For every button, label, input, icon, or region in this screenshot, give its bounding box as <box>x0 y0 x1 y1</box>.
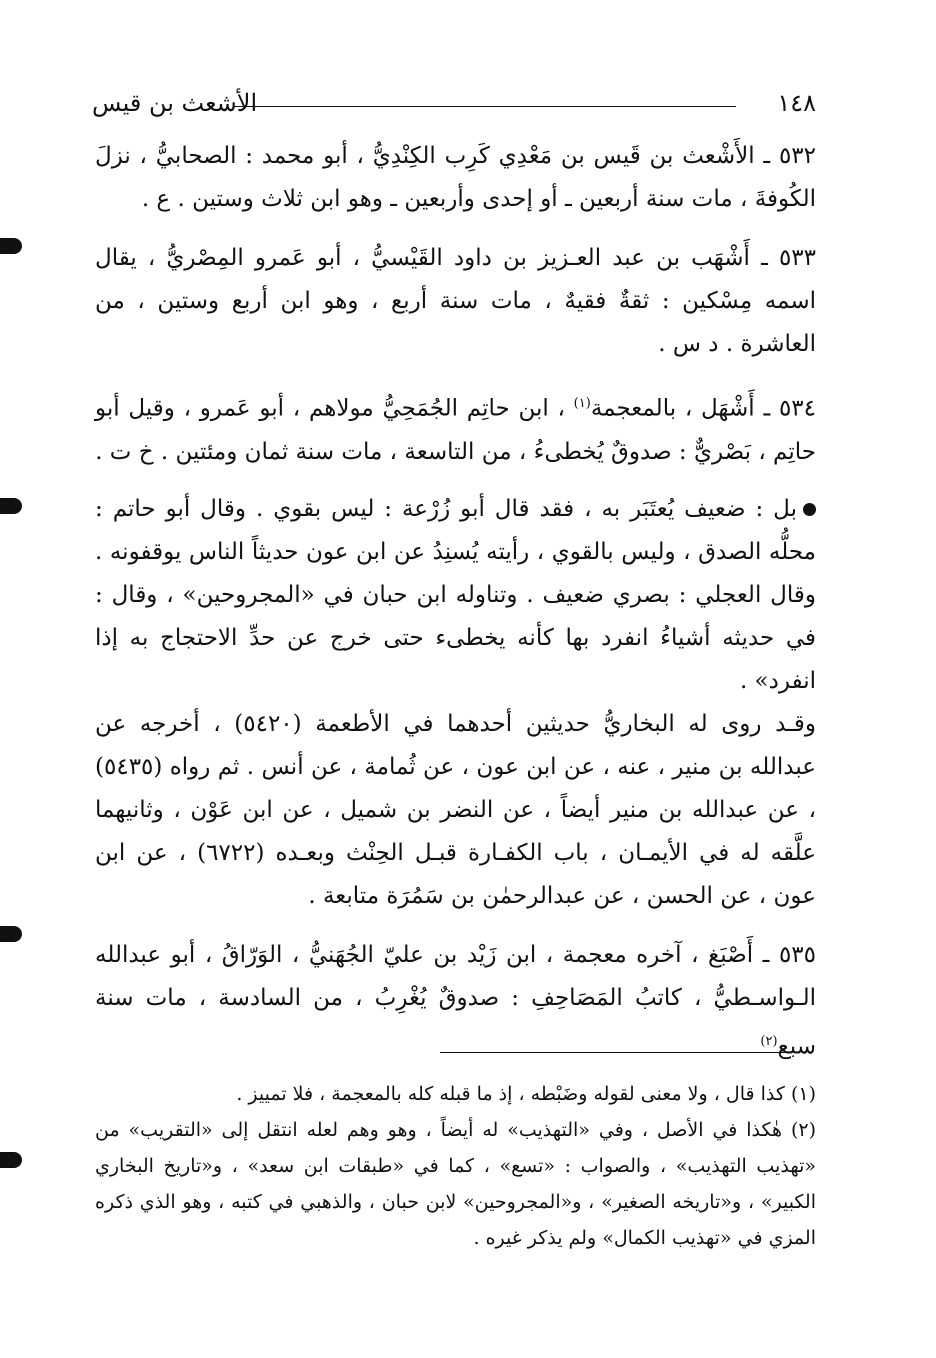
footnote-ref-2[interactable]: (٢) <box>760 1033 778 1049</box>
entry-532: ٥٣٢ ـ الأَشْعث بن قَيس بن مَعْدِي كَرِب الكِنْدِيُّ ، أبو محمد : الصحابيُّ ، نزلَ الكُوفةَ ، مات سنة أربعين ـ أو إحدى وأربعين ـ وهو ابن ثلاث وستين . ع . <box>95 143 816 212</box>
commentary-534-text: بل : ضعيف يُعتَبَر به ، فقد قال أبو زُرْعة : ليس بقوي . وقال أبو حاتم : محلُّه الصدق ، وليس بالقوي ، رأيته يُسنِدُ عن ابن عون حديثاً الناس يوقفونه . وقال العجلي : بصري ضعيف . وتناوله ابن حبان في «المجروحين» ، وقال : في حديثه أشياءُ انفرد بها كأنه يخطىء حتى خرج عن حدِّ الاحتجاج به إذا انفرد» . <box>95 495 816 694</box>
footnote-2: (٢) هٰكذا في الأصل ، وفي «التهذيب» له أيضاً ، وهو وهم لعله انتقل إلى «التقريب» من «تهذيب التهذيب» ، والصواب : «تسع» ، كما في «طبقات ابن سعد» ، و«تاريخ البخاري الكبير» ، و«تاريخه الصغير» ، و«المجروحين» لابن حبان ، والذهبي في كتبه ، وهو الذي ذكره المزي في «تهذيب الكمال» ولم يذكر غيره . <box>95 1119 816 1249</box>
commentary-534 <box>95 488 816 703</box>
entry-534-text-after: ، ابن حاتِم الجُمَحِيُّ مولاهم ، أبو عَمرو ، وقيل أبو حاتِم ، بَصْريٌّ : صدوقٌ يُخطىءُ ، من التاسعة ، مات سنة ثمان ومئتين . خ ت . <box>95 395 816 465</box>
header-rule <box>234 106 736 107</box>
entry-534-text-before: ٥٣٤ ـ أَشْهَل ، بالمعجمة <box>590 395 816 422</box>
bullet-icon <box>803 503 816 516</box>
margin-tab-mark <box>0 498 22 514</box>
margin-tab-mark <box>0 238 22 254</box>
footnotes <box>95 1076 816 1256</box>
page-number: ١٤٨ <box>777 89 816 117</box>
commentary-534-continued: وقـد روى له البخاريُّ حديثين أحدهما في الأطعمة (٥٤٢٠) ، أخرجه عن عبدالله بن منير ، عنه ، عن ابن عون ، عن ثُمامة ، عن أنس . ثم رواه (٥٤٣٥) ، عن عبدالله بن منير أيضاً ، عن النضر بن شميل ، عن ابن عَوْن ، وثانيهما علَّقه له في الأيمـان ، باب الكفـارة قبـل الحِنْث وبعـده (٦٧٢٢) ، عن ابن عون ، عن الحسن ، عن عبدالرحمٰن بن سَمُرَة متابعة . <box>95 710 816 909</box>
footnote-1: (١) كذا قال ، ولا معنى لقوله وضَبْطه ، إذ ما قبله كله بالمعجمة ، فلا تمييز . <box>236 1083 816 1105</box>
running-title: الأشعث بن قيس <box>92 89 258 117</box>
footnote-separator <box>440 1052 790 1053</box>
entry-535-text-before: ٥٣٥ ـ أَصْبَغ ، آخره معجمة ، ابن زَيْد بن عليّ الجُهَنيُّ ، الوَرّاقُ ، أبو عبدالله الـواسـطيُّ ، كاتبُ المَصَاحِفِ : صدوقٌ يُغْرِبُ ، من السادسة ، مات سنة سبع <box>95 941 816 1060</box>
entry-534 <box>95 382 816 474</box>
margin-tab-mark <box>0 1152 22 1168</box>
entry-535 <box>95 934 816 1069</box>
margin-tab-mark <box>0 926 22 942</box>
entry-533: ٥٣٣ ـ أَشْهَب بن عبد العـزيز بن داود القَيْسيُّ ، أبو عَمرو المِصْريُّ ، يقال اسمه مِسْكين : ثقةٌ فقيهٌ ، مات سنة أربع ، وهو ابن أربع وستين ، من العاشرة . د س . <box>95 245 816 357</box>
footnote-ref-1[interactable]: (١) <box>573 396 591 411</box>
page-header <box>92 88 816 118</box>
main-text <box>95 135 816 1068</box>
